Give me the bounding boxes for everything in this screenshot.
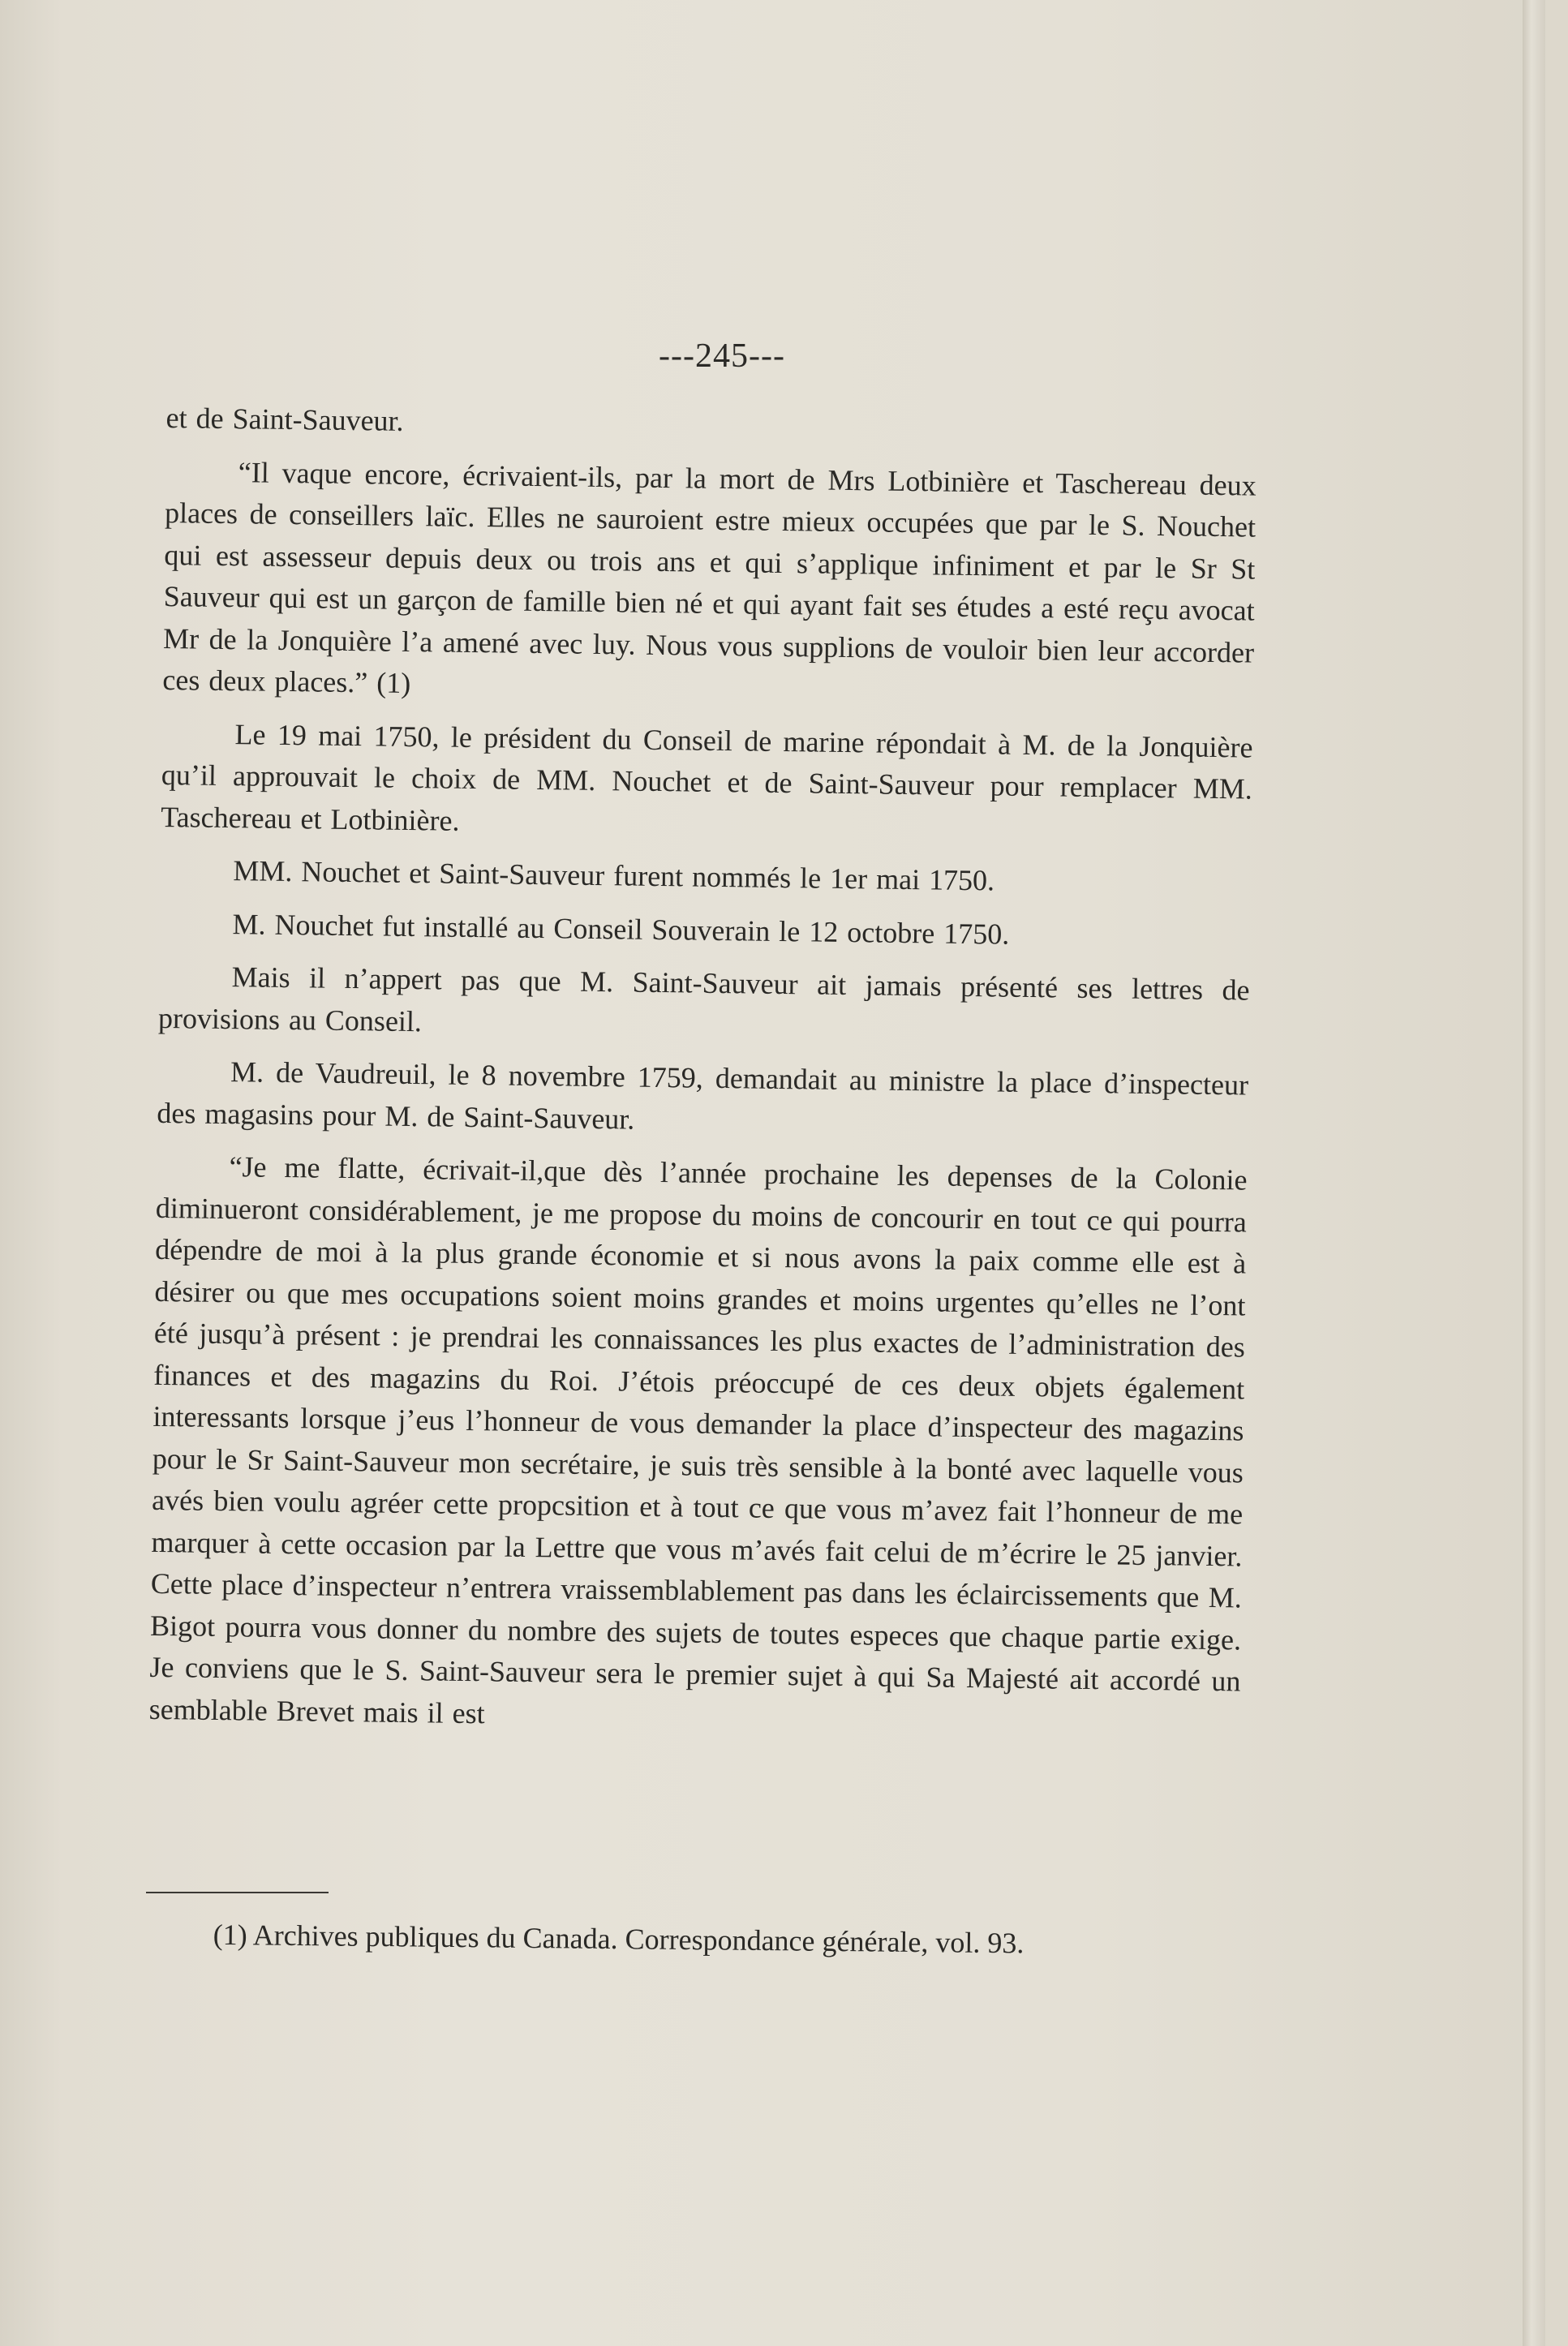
paragraph: et de Saint-Sauveur. xyxy=(165,401,404,437)
paragraph: “Il vaque encore, écrivaient-ils, par la mort de Mrs Lotbinière et Taschereau deux places de conseillers laïc. Elles ne sauroient estre mieux occupées que par le S. Nouchet qui est assesseur depuis deux ou trois ans et qui s’applique infiniment et par le Sr St Sauveur qui est un garçon de famille bien né et qui ayant fait ses études a esté reçu avocat Mr de la Jonquière l’a amené avec luy. Nous vous supplions de vouloir bien leur accorder ces deux places.” (1) xyxy=(162,455,1257,699)
paragraph: “Je me flatte, écrivait-il,que dès l’année prochaine les depenses de la Colonie diminueront considérablement, je me propose du moins de concourir en tout ce qui pourra dépendre de moi à la plus grande économie et si nous avons la paix comme elle est à désirer ou que mes occupations soient moins grandes et moins urgentes qu’elles ne l’ont été jusqu’à présent : je prendrai les connaissances les plus exactes de l’administration des finances et des magazins du Roi. J’étois préoccupé de ces deux objets également interessants lorsque j’eus l’honneur de vous demander la place d’inspecteur des magazins pour le Sr Saint-Sauveur mon secrétaire, je suis très sensible à la bonté avec laquelle vous avés bien voulu agréer cette propcsition et à tout ce que vous m’avez fait l’honneur de me marquer à cette occasion par la Lettre que vous m’avés fait celui de m’écrire le 25 janvier. Cette place d’inspecteur n’entrera vraissemblablement pas dans les éclaircissements que M. Bigot pourra vous donner du nombre des sujets de toutes especes que chaque partie exige. Je conviens que le S. Saint-Sauveur sera le premier sujet à qui Sa Majesté ait accordé un semblable Brevet mais il est xyxy=(148,1150,1248,1729)
paragraph: MM. Nouchet et Saint-Sauveur furent nommés le 1er mai 1750. xyxy=(233,854,995,897)
paragraph: Mais il n’appert pas que M. Saint-Sauveur ait jamais présenté ses lettres de provisions au Conseil. xyxy=(157,960,1250,1038)
body-text xyxy=(148,397,1257,1755)
page-edge xyxy=(1523,0,1545,2346)
footnote-rule xyxy=(146,1892,329,1893)
footnote: (1) Archives publiques du Canada. Correspondance générale, vol. 93. xyxy=(213,1918,1025,1960)
paragraph: M. Nouchet fut installé au Conseil Souverain le 12 octobre 1750. xyxy=(232,907,1010,951)
paragraph: Le 19 mai 1750, le président du Conseil de marine répondait à M. de la Jonquière qu’il approuvait le choix de MM. Nouchet et de Saint-Sauveur pour remplacer MM. Taschereau et Lotbinière. xyxy=(160,717,1253,837)
paragraph: M. de Vaudreuil, le 8 novembre 1759, demandait au ministre la place d’inspecteur des magasins pour M. de Saint-Sauveur. xyxy=(157,1055,1249,1136)
page-number: ---245--- xyxy=(659,337,785,375)
